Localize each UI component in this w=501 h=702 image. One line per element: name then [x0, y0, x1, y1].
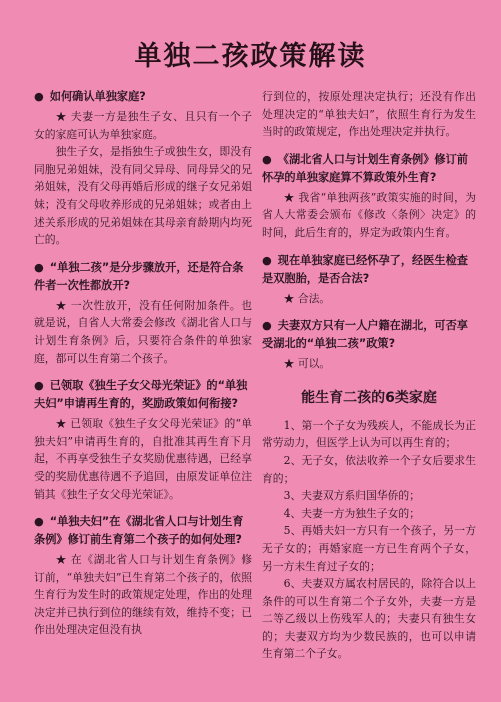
- faq-answer: ★ 在《湖北省人口与计划生育条例》修订前，“单独夫妇”已生育第二个孩子的，依照生育行为发生时的政策规定处理，作出的处理决定并已执行到位的继续有效，维持不变；已作出处理决定但没有执: [34, 553, 252, 637]
- question-text: 现在单独家庭已经怀孕了，经医生检查是双胞胎，是否合法?: [262, 253, 468, 285]
- faq-question: [34, 377, 252, 413]
- faq-question: [262, 317, 476, 353]
- bullet-icon: ●: [34, 379, 44, 393]
- faq-answer: 独生子女，是指独生子或独生女，即没有同胞兄弟姐妹，没有同父异母、同母异父的兄弟姐妹，没有父母再婚后形成的继子女兄弟姐妹；没有父母收养形成的兄弟姐妹；或者由上述关系形成的兄弟姐妹在其母亲育龄期内均死亡的。: [34, 145, 252, 247]
- list-item: 6、夫妻双方属农村居民的，除符合以上条件的可以生育第二个子女外，夫妻一方是二等乙级以上伤残军人的；夫妻只有独生女的；夫妻双方均为少数民族的，也可以申请生育第二个子女。: [262, 577, 476, 661]
- faq-item: [262, 317, 476, 373]
- faq-item: [34, 88, 252, 249]
- faq-question: [262, 151, 476, 187]
- bullet-icon: ●: [262, 319, 272, 333]
- list-item: 3、夫妻双方系归国华侨的；: [283, 489, 421, 503]
- question-text: “单独二孩”是分步骤放开，还是符合条件者一次性都放开?: [34, 260, 244, 292]
- page-title: 单独二孩政策解读: [134, 41, 367, 72]
- question-text: 已领取《独生子女父母光荣证》的“单独夫妇”申请再生育的，奖励政策如何衔接?: [34, 379, 248, 411]
- bullet-icon: ●: [34, 515, 44, 529]
- faq-answer: ★ 夫妻一方是独生子女、且只有一个子女的家庭可认为单独家庭。: [34, 110, 252, 141]
- list-item: 4、夫妻一方为独生子女的；: [283, 506, 421, 520]
- faq-answer: ★ 合法。: [283, 291, 331, 305]
- families-heading: 能生育二孩的6类家庭: [301, 389, 437, 406]
- list-item: 1、第一个子女为残疾人，不能成长为正常劳动力，但医学上认为可以再生育的；: [262, 418, 476, 450]
- faq-item: [34, 513, 252, 639]
- faq-answer: ★ 已领取《独生子女父母光荣证》的“单独夫妇”申请再生育的，自批准其再生育下月起，不再享受独生子女奖励优惠待遇，已经享受的奖励优惠待遇不予追回，由原发证单位注销其《独生子女父母光荣证》。: [34, 417, 252, 501]
- families-list: [262, 417, 476, 663]
- list-item: 2、无子女，依法收养一个子女后要求生育的；: [262, 453, 476, 485]
- list-item: 5、再婚夫妇一方只有一个孩子，另一方无子女的；再婚家庭一方已生育两个子女，另一方未生育过子女的；: [262, 524, 476, 573]
- faq-answer: ★ 我省“单独两孩”政策实施的时间，为省人大常委会颁布《修改〈条例〉决定》的时间，此后生育的，界定为政策内生育。: [262, 190, 476, 239]
- faq-item: [34, 377, 252, 503]
- bullet-icon: ●: [262, 152, 272, 166]
- bullet-icon: ●: [34, 260, 44, 274]
- bullet-icon: ●: [34, 90, 44, 103]
- bullet-icon: ●: [262, 253, 272, 267]
- faq-answer: ★ 一次性放开，没有任何附加条件。也就是说，自省人大常委会修改《湖北省人口与计划生育条例》后，只要符合条件的单独家庭，都可以生育第二个孩子。: [34, 298, 252, 365]
- faq-question: [34, 259, 252, 295]
- faq-item: [34, 259, 252, 367]
- faq-answer: ★ 可以。: [283, 357, 331, 371]
- faq-answer-continued: 行到位的，按原处理决定执行；还没有作出处理决定的“单独夫妇”，依照生育行为发生当时的政策规定，作出处理决定并执行。: [262, 90, 476, 139]
- question-text: “单独夫妇”在《湖北省人口与计划生育条例》修订前生育第二个孩子的如何处理?: [34, 515, 244, 547]
- faq-question: [34, 88, 252, 106]
- faq-question: [34, 513, 252, 549]
- faq-item: [262, 151, 476, 242]
- faq-question: [262, 252, 476, 288]
- faq-item: [262, 252, 476, 308]
- right-column: [262, 88, 476, 663]
- question-text: 《湖北省人口与计划生育条例》修订前怀孕的单独家庭算不算政策外生育?: [262, 152, 468, 184]
- question-text: 如何确认单独家庭?: [49, 90, 146, 103]
- left-column: [34, 88, 252, 639]
- question-text: 夫妻双方只有一人户籍在湖北，可否享受湖北的“单独二孩”政策?: [262, 319, 468, 351]
